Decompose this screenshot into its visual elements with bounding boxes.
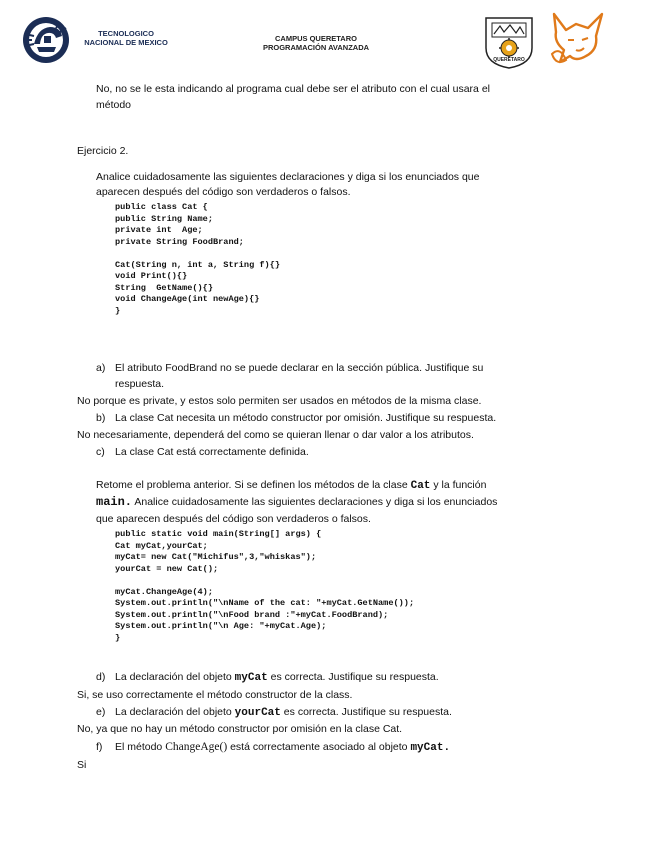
code-line: Cat(String n, int a, String f){}	[115, 259, 281, 270]
question-c: La clase Cat está correctamente definida.	[115, 446, 309, 458]
previous-answer-line2: método	[96, 99, 132, 111]
question-e	[115, 705, 452, 720]
code-line: System.out.println("\n Age: "+myCat.Age);	[115, 621, 327, 631]
code-line: public class Cat {	[115, 202, 208, 212]
question-d-text-b: es correcta. Justifique su respuesta.	[267, 671, 439, 683]
question-a-line1: El atributo FoodBrand no se puede declarar en la sección pública. Justifique su	[115, 362, 484, 374]
question-f	[115, 740, 450, 755]
exercise-intro-line2: aparecen después del código son verdaderos o falsos.	[96, 186, 351, 198]
code-line: yourCat = new Cat();	[115, 563, 219, 574]
previous-answer-line1: No, no se le esta indicando al programa cual debe ser el atributo con el cual usara el	[96, 83, 490, 95]
code-line: }	[115, 632, 121, 643]
institution-line1: TECNOLOGICO	[98, 29, 154, 38]
code-line: myCat.ChangeAge(4);	[115, 586, 213, 597]
part2-intro-line2	[96, 495, 497, 509]
part2-intro-code-cat: Cat	[410, 480, 431, 492]
question-e-code: yourCat	[234, 707, 281, 719]
answer-f: Si	[77, 759, 87, 771]
part2-intro-line1	[96, 478, 486, 493]
exercise-title: Ejercicio 2.	[77, 145, 129, 157]
question-b-label: b)	[96, 412, 106, 424]
question-e-text-a: La declaración del objeto	[115, 706, 235, 718]
question-d-label: d)	[96, 671, 106, 683]
question-d-text-a: La declaración del objeto	[115, 671, 235, 683]
part2-intro-code-main: main.	[96, 495, 133, 509]
code-line	[115, 575, 414, 587]
code-line: public String Name;	[115, 213, 213, 224]
code-line: myCat= new Cat("Michifus",3,"whiskas");	[115, 552, 317, 562]
question-c-label: c)	[96, 446, 105, 458]
question-a-label: a)	[96, 362, 106, 374]
code-line: public static void main(String[] args) {	[115, 529, 322, 539]
part2-intro-line3: que aparecen después del código son verdaderos o falsos.	[96, 513, 371, 525]
answer-a: No porque es private, y estos solo permiten ser usados en métodos de la misma clase.	[77, 395, 482, 407]
code-line: String GetName(){}	[115, 282, 213, 293]
code-line: void Print(){}	[115, 271, 188, 281]
question-d-code: myCat	[234, 672, 268, 684]
question-e-label: e)	[96, 706, 106, 718]
campus-title	[236, 34, 396, 52]
exercise-intro-line1: Analice cuidadosamente las siguientes declaraciones y diga si los enunciados que	[96, 171, 480, 183]
question-f-text-a: El método	[115, 741, 166, 753]
question-e-text-b: es correcta. Justifique su respuesta.	[280, 706, 452, 718]
main-code-block	[115, 529, 414, 644]
question-f-code-method: ChangeAge()	[165, 741, 228, 753]
shield-label: QUERETARO	[493, 57, 525, 63]
question-a-line2: respuesta.	[115, 378, 165, 390]
question-d	[115, 670, 439, 685]
fox-logo	[546, 10, 608, 70]
institution-line2: NACIONAL DE MEXICO	[84, 38, 168, 47]
tecnm-logo	[20, 14, 72, 66]
code-line: }	[115, 305, 121, 316]
part2-intro-text-b: y la función	[430, 479, 487, 491]
answer-d: Si, se uso correctamente el método constructor de la class.	[77, 689, 353, 701]
part2-intro-text-a: Retome el problema anterior. Si se definen los métodos de la clase	[96, 479, 411, 491]
question-f-text-b: está correctamente asociado al objeto	[227, 741, 411, 753]
code-line: private String FoodBrand;	[115, 236, 244, 247]
class-code-block	[115, 202, 280, 317]
answer-e: No, ya que no hay un método constructor por omisión en la clase Cat.	[77, 723, 403, 735]
question-f-code-object: myCat.	[410, 742, 451, 754]
code-line: System.out.println("\nFood brand :"+myCat.FoodBrand);	[115, 609, 389, 620]
code-line: Cat myCat,yourCat;	[115, 540, 208, 551]
campus-line1: CAMPUS QUERETARO	[275, 34, 357, 43]
answer-b: No necesariamente, dependerá del como se quieran llenar o dar valor a los atributos.	[77, 429, 474, 441]
question-b: La clase Cat necesita un método constructor por omisión. Justifique su respuesta.	[115, 412, 497, 424]
question-f-label: f)	[96, 741, 103, 753]
code-line: private int Age;	[115, 225, 203, 235]
part2-intro-text-c: Analice cuidadosamente las siguientes declaraciones y diga si los enunciados	[132, 496, 498, 508]
course-line: PROGRAMACIÓN AVANZADA	[262, 43, 370, 52]
institution-name	[72, 29, 180, 47]
code-line: System.out.println("\nName of the cat: "+myCat.GetName());	[115, 598, 415, 608]
code-line	[115, 248, 280, 260]
code-line: void ChangeAge(int newAge){}	[115, 294, 260, 304]
